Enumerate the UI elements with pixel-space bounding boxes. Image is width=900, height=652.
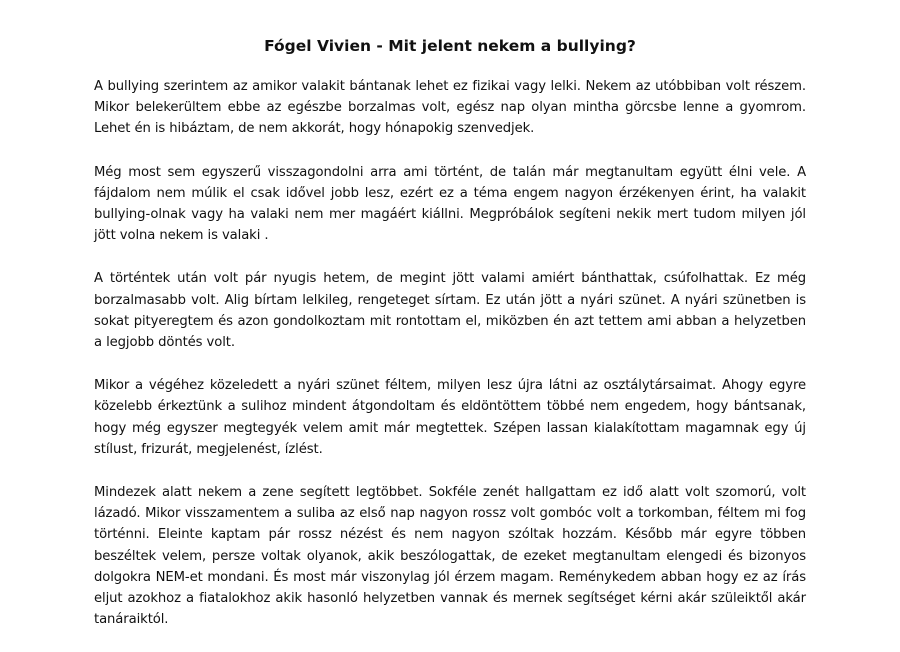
document-body: [94, 76, 806, 652]
paragraph-2: Még most sem egyszerű visszagondolni arra ami történt, de talán már megtanultam együtt élni vele. A fájdalom nem múlik el csak idővel jobb lesz, ezért ez a téma engem nagyon érzékenyen érint, ha valakit bullying-olnak vagy ha valaki nem mer magáért kiállni. Megpróbálok segíteni nekik mert tudom milyen jól jött volna nekem is valaki .: [94, 164, 806, 244]
paragraph-4: Mikor a végéhez közeledett a nyári szünet féltem, milyen lesz újra látni az osztálytársaimat. Ahogy egyre közelebb érkeztünk a sulihoz mindent átgondoltam és eldöntöttem többé nem engedem, hogy bántsanak, hogy még egyszer megtegyék velem amit már megtettek. Szépen lassan kialakítottam magamnak egy új stílust, frizurát, megjelenést, ízlést.: [94, 378, 806, 457]
document-title: Fógel Vivien - Mit jelent nekem a bullying?: [264, 37, 636, 55]
paragraph-1: A bullying szerintem az amikor valakit bántanak lehet ez fizikai vagy lelki. Nekem az utóbbiban volt részem. Mikor belekerültem ebbe az egészbe borzalmas volt, egész nap olyan mintha görcsbe lenne a gyomrom. Lehet én is hibáztam, de nem akkorát, hogy hónapokig szenvedjek.: [94, 79, 806, 137]
paragraph-5: Mindezek alatt nekem a zene segített legtöbbet. Sokféle zenét hallgattam ez idő alatt volt szomorú, volt lázadó. Mikor visszamentem a suliba az első nap nagyon rossz volt gombóc volt a torkomban, féltem mi fog történni. Eleinte kaptam pár rossz nézést és nem nagyon szóltak hozzám. Később már egyre többen beszéltek velem, persze voltak olyanok, akik beszólogattak, de ezeket megtanultam elengedi és bizonyos dolgokra NEM-et mondani. És most már viszonylag jól érzem magam. Reménykedem abban hogy ez az írás eljut azokhoz a fiatalokhoz akik hasonló helyzetben vannak és mernek segítséget kérni akár szüleiktől akár tanáraiktól.: [94, 485, 806, 628]
paragraph-3: A történtek után volt pár nyugis hetem, de megint jött valami amiért bánthattak, csúfolhattak. Ez még borzalmasabb volt. Alig bírtam lelkileg, rengeteget sírtam. Ez után jött a nyári szünet. A nyári szünetben is sokat pityeregtem és azon gondolkoztam mit rontottam el, miközben én azt tettem ami abban a helyzetben a legjobb döntés volt.: [94, 271, 806, 351]
